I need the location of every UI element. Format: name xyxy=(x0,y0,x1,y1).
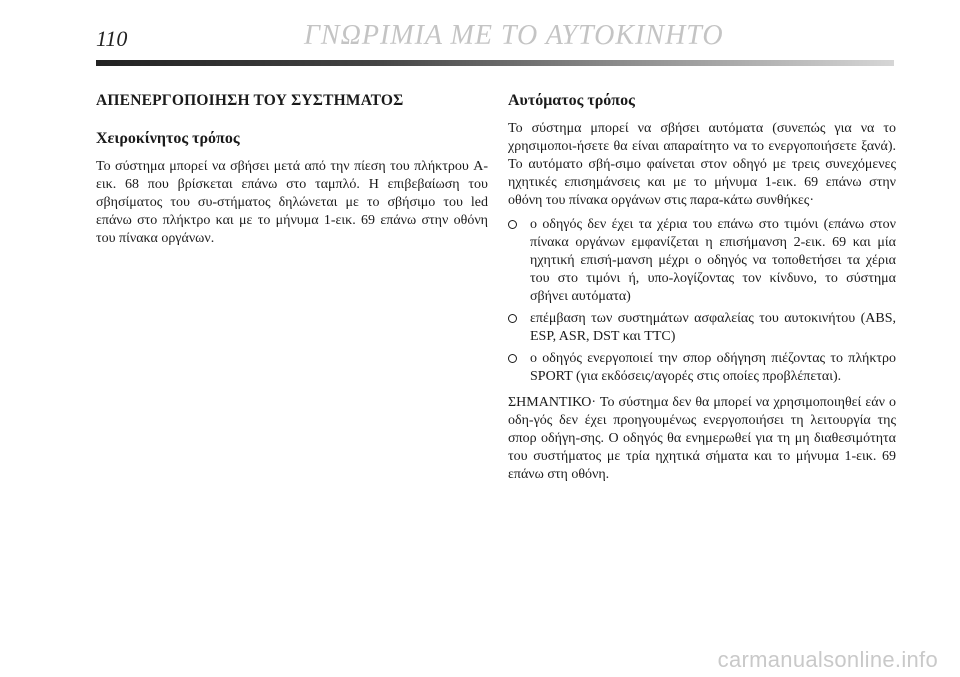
list-item xyxy=(508,216,896,306)
conditions-list xyxy=(508,216,896,386)
automatic-mode-intro: Το σύστημα μπορεί να σβήσει αυτόματα (συνεπώς για να το χρησιμοποι-ήσετε θα είναι απαραίτητο να το ενεργοποιήσετε ξανά). Το αυτόματο σβή-σιμο φαίνεται στον οδηγό με τρεις συνεχόμενες ηχητικές επισημάνσεις και με το μήνυμα 1-εικ. 69 επάνω στην οθόνη του πίνακα οργάνων στις παρα-κάτω συνθήκες· xyxy=(508,121,896,208)
list-item-text: επέμβαση των συστημάτων ασφαλείας του αυτοκινήτου (ABS, ESP, ASR, DST και TTC) xyxy=(530,311,896,344)
header-rule xyxy=(96,60,894,66)
site-watermark: carmanualsonline.info xyxy=(717,647,938,672)
automatic-mode-title: Αυτόματος τρόπος xyxy=(508,92,635,109)
list-item-text: ο οδηγός δεν έχει τα χέρια του επάνω στο τιμόνι (επάνω στον πίνακα οργάνων εμφανίζεται η επισήμανση 2-εικ. 69 και μία ηχητική επισή-μανση μέχρι ο οδηγός να τοποθετήσει τα χέρια του στο τιμόνι ή, υπο-λογίζοντας τον κίνδυνο, το σύστημα σβήνει αυτόματα) xyxy=(530,217,896,304)
important-note: ΣΗΜΑΝΤΙΚΟ· Το σύστημα δεν θα μπορεί να χρησιμοποιηθεί εάν ο οδη-γός δεν έχει προηγουμένως ενεργοποιήσει τη λειτουργία της σπορ οδήγη-σης. Ο οδηγός θα ενημερωθεί για τη μη διαθεσιμότητα του συστήματος με τρία ηχητικά σήματα και το μήνυμα 1-εικ. 69 επάνω στη οθόνη. xyxy=(508,395,896,482)
circle-bullet-icon xyxy=(508,220,517,229)
circle-bullet-icon xyxy=(508,314,517,323)
manual-mode-title: Χειροκίνητος τρόπος xyxy=(96,130,240,147)
page-number: 110 xyxy=(96,26,128,51)
section-title: ΑΠΕΝΕΡΓΟΠΟΙΗΣΗ ΤΟΥ ΣΥΣΤΗΜΑΤΟΣ xyxy=(96,92,404,109)
list-item-text: ο οδηγός ενεργοποιεί την σπορ οδήγηση πιέζοντας το πλήκτρο SPORT (για εκδόσεις/αγορές στις οποίες προβλέπεται). xyxy=(530,351,896,384)
right-column xyxy=(508,92,896,484)
list-item xyxy=(508,350,896,386)
left-column xyxy=(96,92,488,248)
circle-bullet-icon xyxy=(508,354,517,363)
chapter-title: ΓΝΩΡΙΜΙΑ ΜΕ ΤΟ ΑΥΤΟΚΙΝΗΤΟ xyxy=(304,20,724,51)
manual-mode-paragraph: Το σύστημα μπορεί να σβήσει μετά από την πίεση του πλήκτρου A-εικ. 68 που βρίσκεται επάνω στο ταμπλό. Η επιβεβαίωση του σβησίματος του συ-στήματος δηλώνεται με το σβήσιμο του led επάνω στο πλήκτρο και με το μήνυμα 1-εικ. 69 επάνω στην οθόνη του πίνακα οργάνων. xyxy=(96,159,488,246)
list-item xyxy=(508,310,896,346)
